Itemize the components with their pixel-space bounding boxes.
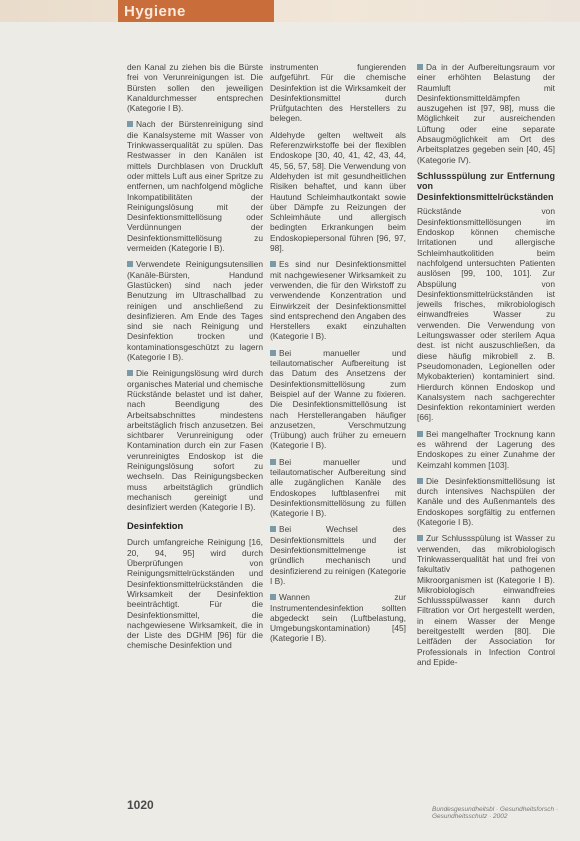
column-right	[417, 62, 555, 673]
bullet-icon	[127, 259, 136, 269]
bullet-icon	[270, 524, 279, 534]
header-band	[0, 0, 580, 22]
paragraph: den Kanal zu ziehen bis die Bürste frei von Verunreinigungen ist. Die Bürsten sollen den jeweiligen Kanaldurchmesser entsprechen (Kategorie I B).	[127, 62, 263, 114]
bullet-paragraph	[127, 119, 263, 253]
bullet-paragraph	[270, 259, 406, 341]
bullet-paragraph	[417, 429, 555, 470]
bullet-paragraph	[270, 457, 406, 519]
page-number: 1020	[127, 798, 154, 812]
section-heading-schlussspuelung: Schlussspülung zur Entfernung von Desinfektionsmittelrückständen	[417, 170, 555, 202]
bullet-text: Die Reinigungslösung wird durch organisches Material und chemische Rückstände belastet und ist daher, nach Beendigung des Arbeitsabschnittes mindestens arbeitstäglich frisch anzusetzen. Bei sichtbarer Verunreinigung oder Kontamination durch ein zur Fasen verunreinigtes Endoskop ist die Reinigungslösung sofort zu wechseln. Das Reinigungsbecken muss arbeitstäglich gründlich mechanisch gereinigt und desinfiziert werden (Kategorie I B).	[127, 368, 263, 513]
bullet-paragraph	[127, 368, 263, 512]
bullet-icon	[417, 429, 426, 439]
bullet-icon	[127, 368, 136, 378]
bullet-text: Zur Schlussspülung ist Wasser zu verwenden, das mikrobiologisch Trinkwasserqualität hat und frei von fakultativ pathogenen Mikroorganismen ist (Kategorie I B). Mikrobiologisch einwandfreies Schlussspülwasser kann durch Filtration vor Ort hergestellt werden, in einem Wasser der Menge bereitgestellt werden [80]. Die Leitfäden der Association for Professionals in Infection Control and Epide-	[417, 533, 555, 667]
bullet-text: Bei Wechsel des Desinfektionsmittels und der Desinfektionsmittelmenge ist gründlich mechanisch und desinfizierend zu reinigen (Kategorie I B).	[270, 524, 406, 586]
bullet-paragraph	[127, 259, 263, 362]
bullet-paragraph	[417, 476, 555, 527]
bullet-icon	[417, 476, 426, 486]
bullet-text: Es sind nur Desinfektionsmittel mit nachgewiesener Wirksamkeit zu verwenden, die für den Wirkstoff zu verwendende Konzentration und Einwirkzeit der Desinfektionsmittel sind entsprechend den Angaben des Herstellers exakt einzuhalten (Kategorie I B).	[270, 259, 406, 342]
bullet-text: Die Desinfektionsmittellösung ist durch intensives Nachspülen der Kanäle und des Außenmantels des Endoskopes sorgfältig zu entfernen (Kategorie I B).	[417, 475, 555, 528]
bullet-text: Bei manueller und teilautomatischer Aufbereitung ist das Datum des Ansetzens der Desinfektionsmittellösung zum Beispiel auf der Wanne zu fixieren. Die Desinfektionsmittellösung ist nach Herstellerangaben häufiger anzusetzen, Verschmutzung (Trübung) auch früher zu erneuern (Kategorie I B).	[270, 347, 406, 451]
column-middle	[270, 62, 406, 650]
bullet-paragraph	[417, 62, 555, 165]
paragraph: Aldehyde gelten weltweit als Referenzwirkstoffe bei der flexiblen Endoskope [30, 40, 41, 42, 43, 44, 45, 56, 57, 58]. Die Verwendung von Aldehyden ist mit gesundheitlichen Risiken behaftet, und kann über Hautund Schleimhautkontakt sowie über Dämpfe zu Reizungen der Schleimhäute und allergisch bedingten Erkrankungen beim Endoskopiepersonal führen [96, 97, 98].	[270, 129, 406, 254]
bullet-text: Da in der Aufbereitungsraum vor einer erhöhten Belastung der Raumluft mit Desinfektionsmitteldämpfen auszugehen ist [97, 98], muss die Möglichkeit zur ausreichenden Lüftung oder eine separate Absaugmöglichkeit am Ort des Arbeitsplatzes gegeben sein [40, 45] (Kategorie IV).	[417, 62, 555, 165]
paragraph: Rückstände von Desinfektionsmittellösungen im Endoskop können chemische Irritationen und allergische Schleimhautkolitiden beim nachfolgend untersuchten Patienten auslösen [99, 100, 101]. Zur Abspülung von Desinfektionsmittelrückständen ist jeweils frisches, mikrobiologisch einwandfreies Wasser zu verwenden. Die Verwendung von Leitungswasser oder sterilem Aqua dest. ist nicht auszuschließen, da diese häufig mikrobiell z. B. Pseudomonaden, Legionellen oder Mykobakterien) kontaminiert sind. Hierdurch können Endoskop und Kanalsystem nach sachgerechter Desinfektion rekontaminiert werden [66].	[417, 206, 555, 423]
bullet-icon	[270, 457, 279, 467]
bullet-icon	[270, 592, 279, 602]
paragraph: Durch umfangreiche Reinigung [16, 20, 94, 95] wird durch Überprüfungen von Reinigungsmittelrückständen und Desinfektionsmittelrückständen die Wirksamkeit der Desinfektion beeinträchtigt. Für die Desinfektionsmittel, die nachgewiesene Wirksamkeit, die in der Liste des DGHM [96] für die chemische Desinfektion und	[127, 537, 263, 651]
bullet-text: Bei manueller und teilautomatischer Aufbereitung sind alle zugänglichen Kanäle des Endoskopes luftblasenfrei mit Desinfektionsmittellösung zu füllen (Kategorie I B).	[270, 456, 406, 519]
bullet-icon	[270, 259, 279, 269]
bullet-icon	[417, 533, 426, 543]
bullet-icon	[417, 62, 426, 72]
bullet-icon	[127, 119, 136, 129]
bullet-text: Verwendete Reinigungsutensilien (Kanäle-Bürsten, Handund Glastücken) sind nach jeder Benutzung im Ultraschallbad zu reinigen und anschließend zu desinfizieren. Am Ende des Tages sind sie nach Reinigung und Desinfektion trocken und kontaminationsgeschützt zu lagern (Kategorie I B).	[127, 259, 263, 363]
bullet-paragraph	[270, 348, 406, 451]
paragraph: instrumenten fungierenden aufgeführt. Für die chemische Desinfektion ist die Wirksamkeit der Desinfektionsmittel durch Prüfgutachten des Herstellers zu belegen.	[270, 62, 406, 124]
column-left	[127, 62, 263, 657]
bullet-paragraph	[270, 524, 406, 586]
bullet-text: Nach der Bürstenreinigung sind die Kanalsysteme mit Wasser von Trinkwasserqualität zu spülen. Das Restwasser in den Kanälen ist mittels Durchblasen von Druckluft oder mittels Luft aus einer Spritze zu entfernen, um nachfolgend mögliche Inkompatibilitäten der Reinigungslösung mit der Desinfektionsmittellösung oder Verdünnungen der Desinfektionsmittellösung zu vermeiden (Kategorie I B).	[127, 119, 263, 254]
bullet-text: Bei mangelhafter Trocknung kann es während der Lagerung des Endoskopes zu einer Zunahme der Keimzahl kommen [103].	[417, 428, 555, 470]
bullet-icon	[270, 348, 279, 358]
bullet-paragraph	[417, 533, 555, 667]
section-heading-desinfektion: Desinfektion	[127, 520, 184, 532]
bullet-text: Wannen zur Instrumentendesinfektion sollten abgedeckt sein (Luftbelastung, Umgebungskontamination) [45] (Kategorie I B).	[270, 592, 406, 644]
footer-reference: Bundesgesundheitsbl · Gesundheitsforsch · Gesundheitsschutz · 2002	[432, 806, 559, 820]
section-title: Hygiene	[124, 3, 186, 20]
bullet-paragraph	[270, 592, 406, 643]
